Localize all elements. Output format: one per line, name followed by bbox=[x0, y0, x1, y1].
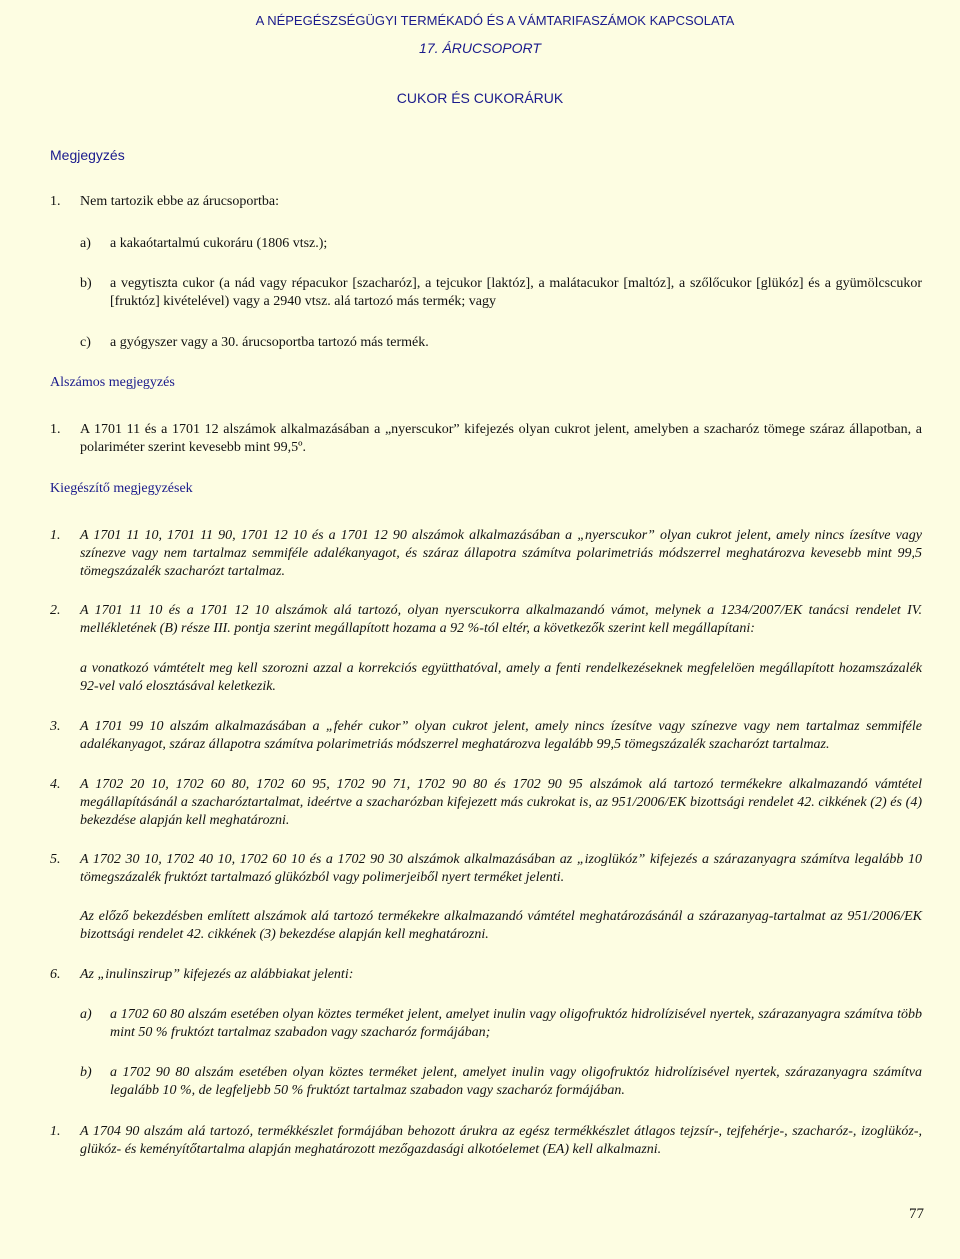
item-label: 1. bbox=[50, 194, 61, 209]
item-text: A 1701 11 10 és a 1701 12 10 alszámok alá tartozó, olyan nyerscukorra alkalmazandó vámot, melynek a 1234/2007/EK tanácsi rendelet IV. mellékletének (B) része III. pontja szerint megállapított hozama a 92 %-tól eltér, a következők szerint kell megállapítani: bbox=[80, 603, 922, 636]
subnote-heading: Alszámos megjegyzés bbox=[50, 375, 175, 390]
item-label: b) bbox=[80, 1065, 92, 1080]
item-label: b) bbox=[80, 276, 92, 291]
item-text: Az „inulinszirup” kifejezés az alábbiakat jelenti: bbox=[80, 967, 354, 982]
running-header: A NÉPEGÉSZSÉGÜGYI TERMÉKADÓ ÉS A VÁMTARIFASZÁMOK KAPCSOLATA bbox=[255, 13, 735, 28]
note-heading: Megjegyzés bbox=[50, 147, 125, 163]
item-label: a) bbox=[80, 236, 91, 251]
item-label: 6. bbox=[50, 967, 61, 982]
item-text: A 1701 99 10 alszám alkalmazásában a „fehér cukor” olyan cukrot jelent, amely nincs ízesítve vagy színezve vagy nem tartalmaz semmiféle adalékanyagot, száraz állapotra számítva polarimetriás módszerrel meghatározva legalább 99,5 tömegszázalék szacharózt tartalmaz. bbox=[80, 719, 922, 752]
page-title: CUKOR ÉS CUKORÁRUK bbox=[396, 90, 564, 106]
item-text: Az előző bekezdésben említett alszámok alá tartozó termékekre alkalmazandó vámtétel meghatározásánál a szárazanyag-tartalmat az 951/2006/EK bizottsági rendelet 42. cikkének (3) bekezdése alapján kell meghatározni. bbox=[80, 909, 922, 942]
item-text: A 1702 30 10, 1702 40 10, 1702 60 10 és a 1702 90 30 alszámok alkalmazásában az „izoglükóz” kifejezés a szárazanyagra számítva legalább 10 tömegszázalék fruktózt tartalmazó glükózból vagy polimerjeiből nyert terméket jelenti. bbox=[80, 852, 922, 885]
item-text: a kakaótartalmú cukoráru (1806 vtsz.); bbox=[110, 236, 328, 251]
item-text: a vonatkozó vámtételt meg kell szorozni azzal a korrekciós együtthatóval, amely a fenti rendelkezéseknek megfelelöen megállapított hozamszázalék 92-vel való elosztásával keletkezik. bbox=[80, 661, 922, 694]
item-label: a) bbox=[80, 1007, 92, 1022]
item-text: A 1701 11 10, 1701 11 90, 1701 12 10 és a 1701 12 90 alszámok alkalmazásában a „nyerscukor” olyan cukrot jelent, amely nincs ízesítve vagy színezve vagy nem tartalmaz semmiféle adalékanyagot, és száraz állapotra számítva polarimetriás módszerrel meghatározva kevesebb mint 99,5 tömegszázalék szacharózt tartalmaz. bbox=[80, 528, 922, 579]
item-text: A 1702 20 10, 1702 60 80, 1702 60 95, 1702 90 71, 1702 90 80 és 1702 90 95 alszámok alá tartozó termékekre alkalmazandó vámtétel megállapításánál a szacharóztartalmat, ideértve a szacharózban kifejezett más cukrokat is, az 951/2006/EK bizottsági rendelet 42. cikkének (2) és (4) bekezdése alapján kell meghatározni. bbox=[80, 777, 922, 828]
item-text: Nem tartozik ebbe az árucsoportba: bbox=[80, 194, 280, 209]
item-label: 3. bbox=[50, 719, 61, 734]
supplementary-heading: Kiegészítő megjegyzések bbox=[50, 481, 193, 496]
item-label: 5. bbox=[50, 852, 61, 867]
page-number: 77 bbox=[909, 1206, 924, 1222]
item-text: A 1704 90 alszám alá tartozó, termékkészlet formájában behozott árukra az egész termékkészlet átlagos tejzsír-, tejfehérje-, szacharóz-, izoglükóz-, glükóz- és keményítőtartalma alapján meghatározott mezőgazdasági alkotóelemet (EA) kell alkalmazni. bbox=[80, 1124, 922, 1157]
chapter-label: 17. ÁRUCSOPORT bbox=[419, 40, 541, 56]
item-text: a gyógyszer vagy a 30. árucsoportba tartozó más termék. bbox=[110, 335, 429, 350]
item-label: 1. bbox=[50, 528, 61, 543]
item-label: 2. bbox=[50, 603, 61, 618]
item-label: 4. bbox=[50, 777, 61, 792]
item-label: 1. bbox=[50, 422, 61, 437]
item-text: a 1702 90 80 alszám esetében olyan köztes terméket jelent, amelyet inulin vagy oligofruktóz hidrolízisével nyertek, szárazanyagra számítva legalább 10 %, de legfeljebb 50 % fruktózt tartalmaz szabadon vagy szacharóz formájában. bbox=[110, 1065, 922, 1098]
item-text: a 1702 60 80 alszám esetében olyan köztes terméket jelent, amelyet inulin vagy oligofruktóz hidrolízisével nyertek, szárazanyagra számítva több mint 50 % fruktózt tartalmaz szabadon vagy szacharóz formájában; bbox=[110, 1007, 922, 1040]
item-label: c) bbox=[80, 335, 91, 350]
item-text: a vegytiszta cukor (a nád vagy répacukor [szacharóz], a tejcukor [laktóz], a malátacukor [maltóz], a szőlőcukor [glükóz] és a gyümölcscukor [fruktóz] kivételével) vagy a 2940 vtsz. alá tartozó más termék; vagy bbox=[110, 276, 922, 309]
item-label: 1. bbox=[50, 1124, 61, 1139]
item-text: A 1701 11 és a 1701 12 alszámok alkalmazásában a „nyerscukor” kifejezés olyan cukrot jelent, amelyben a szacharóz tömege száraz állapotban, a polariméter szerint kevesebb mint 99,5º. bbox=[80, 422, 922, 455]
